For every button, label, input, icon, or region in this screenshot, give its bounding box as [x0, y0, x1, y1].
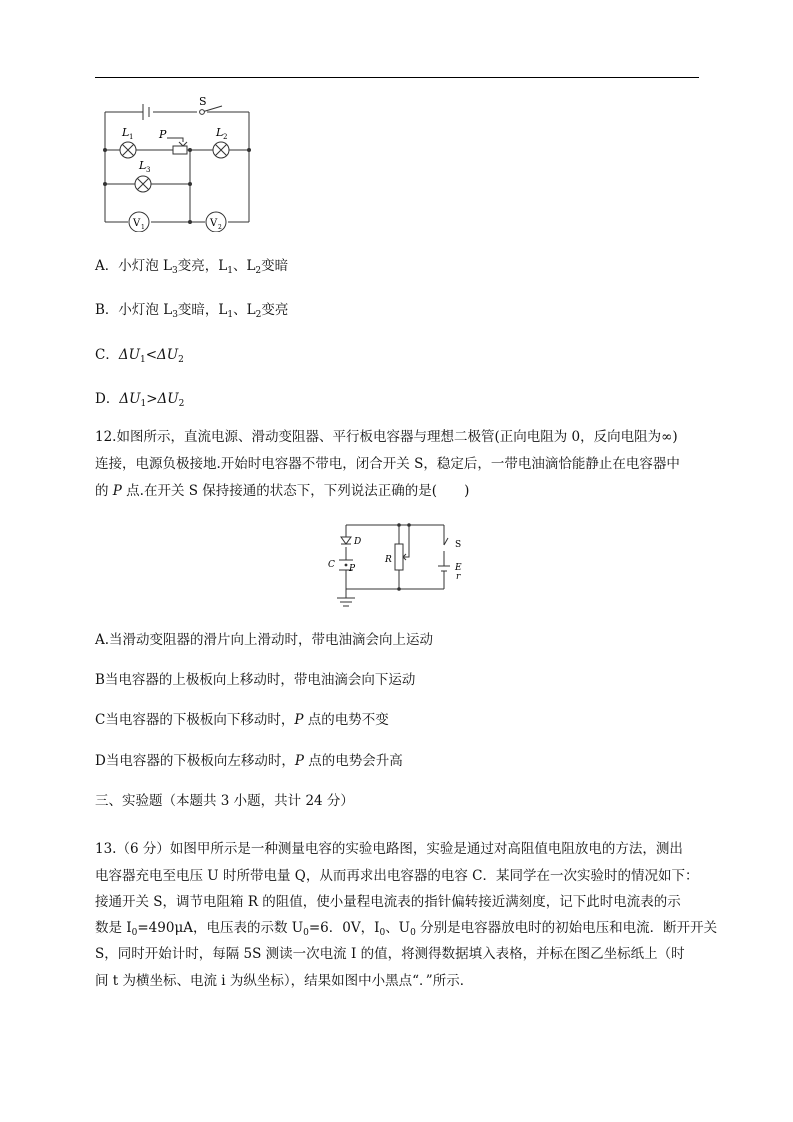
- q13-l4-c: =6．0V，I: [308, 920, 380, 936]
- q11-option-a: [95, 257, 288, 275]
- q12-line-3-p: P: [112, 483, 122, 499]
- opt-a-sub2: 1: [227, 266, 233, 276]
- label-p2: P: [349, 564, 356, 574]
- opt-b-suffix: 变亮: [261, 302, 289, 318]
- header-rule: [95, 77, 699, 78]
- opt-a-suffix: 变暗: [261, 258, 289, 274]
- q13-line-4: [95, 919, 717, 937]
- q13-l4-s4: 0: [410, 928, 416, 938]
- label-r: R: [385, 555, 392, 565]
- label-s: S: [199, 95, 207, 108]
- opt-a-mid2: 、L: [232, 258, 256, 274]
- opt-d-d1: ΔU: [119, 391, 141, 407]
- q12-opt-c-post: 点的电势不变: [303, 712, 389, 728]
- opt-d-s2: 2: [178, 399, 185, 409]
- q12-opt-d-p: P: [294, 753, 304, 769]
- resistor-r-icon: [395, 544, 403, 570]
- label-l2-sub: 2: [223, 133, 228, 141]
- opt-b-prefix: B．小灯泡 L: [95, 302, 173, 318]
- q13-line-3: 接通开关 S，调节电阻箱 R 的阻值，使小量程电流表的指针偏转接近满刻度，记下此时电流表的示: [95, 894, 681, 910]
- q13-line-1: 13.（6 分）如图甲所示是一种测量电容的实验电路图，实验是通过对高阻值电阻放电的方法，测出: [95, 841, 683, 857]
- q12-opt-d-post: 点的电势会升高: [303, 753, 403, 769]
- opt-b-sub2: 1: [227, 310, 234, 320]
- opt-d-s1: 1: [140, 399, 147, 409]
- opt-b-sub1: 3: [172, 310, 178, 320]
- q13-l4-d: 、U: [385, 920, 411, 936]
- q12-option-d: [95, 752, 403, 770]
- q12-line-3-pre: 的: [95, 483, 113, 499]
- opt-c-s2: 2: [178, 355, 184, 365]
- switch-contact-icon: [200, 110, 205, 115]
- q13-l4-b: =490μA，电压表的示数 U: [137, 920, 304, 936]
- rheostat-icon: [173, 146, 187, 154]
- opt-c-s1: 1: [139, 355, 146, 365]
- section-3-title: 三、实验题（本题共 3 小题，共计 24 分）: [95, 793, 354, 809]
- q13-l4-s1: 0: [131, 928, 138, 938]
- opt-c-d1: ΔU: [118, 347, 140, 363]
- q13-l4-s3: 0: [379, 928, 386, 938]
- circuit-diagram-1: [95, 92, 265, 232]
- opt-c-d2: ΔU: [157, 347, 179, 363]
- q11-option-c: [95, 346, 184, 364]
- label-l3: L: [139, 159, 147, 172]
- q12-option-a: A.当滑动变阻器的滑片向上滑动时，带电油滴会向上运动: [95, 632, 434, 648]
- label-r-small: r: [456, 572, 461, 582]
- opt-a-prefix: A．小灯泡 L: [95, 258, 173, 274]
- q12-opt-d-pre: D当电容器的下极板向左移动时，: [95, 753, 295, 769]
- label-p: P: [159, 128, 167, 141]
- q13-line-2: 电容器充电至电压 U 时所带电量 Q，从而再求出电容器的电容 C．某同学在一次实验时的情况如下：: [95, 868, 699, 884]
- q12-option-c: [95, 711, 389, 729]
- q12-line-3-post: 点.在开关 S 保持接通的状态下，下列说法正确的是( ): [121, 483, 470, 499]
- label-v1: V: [133, 218, 141, 229]
- opt-b-mid1: 变暗，L: [177, 302, 228, 318]
- label-d: D: [354, 537, 362, 547]
- q13-line-5: S，同时开始计时，每隔 5S 测读一次电流 I 的值，将测得数据填入表格，并标在图乙坐标纸上（时: [95, 946, 685, 962]
- label-v2: V: [210, 218, 218, 229]
- label-l1: L: [122, 126, 130, 139]
- q11-option-d: [95, 390, 184, 408]
- opt-a-sub3: 2: [255, 266, 262, 276]
- q12-line-3: [95, 482, 469, 500]
- label-e: E: [455, 563, 462, 573]
- label-l1-sub: 1: [129, 133, 134, 141]
- opt-d-d2: ΔU: [157, 391, 179, 407]
- label-s2: S: [455, 540, 462, 550]
- lamp-l1-icon: [120, 142, 136, 158]
- opt-b-sub3: 2: [255, 310, 262, 320]
- label-c: C: [328, 560, 335, 570]
- q13-l4-a: 数是 I: [95, 920, 132, 936]
- q13-l4-s2: 0: [303, 928, 309, 938]
- q11-option-b: [95, 301, 288, 319]
- label-v1-sub: 1: [141, 224, 145, 231]
- opt-d-op: >: [146, 391, 158, 407]
- opt-d-prefix: D．: [95, 391, 120, 407]
- opt-a-mid1: 变亮，L: [177, 258, 228, 274]
- lamp-l2-icon: [213, 142, 229, 158]
- opt-a-sub1: 3: [172, 266, 178, 276]
- q12-line-1: 12.如图所示，直流电源、滑动变阻器、平行板电容器与理想二极管(正向电阻为 0，反向电阻为∞): [95, 429, 678, 445]
- opt-b-mid2: 、L: [233, 302, 256, 318]
- label-l2: L: [216, 126, 224, 139]
- q12-option-b: B当电容器的上极板向上移动时，带电油滴会向下运动: [95, 672, 416, 688]
- q12-opt-c-p: P: [294, 712, 304, 728]
- lamp-l3-icon: [135, 176, 151, 192]
- q12-opt-c-pre: C当电容器的下极板向下移动时，: [95, 712, 295, 728]
- label-l3-sub: 3: [146, 166, 151, 174]
- circuit-diagram-2: [325, 520, 475, 610]
- q12-line-2: 连接，电源负极接地.开始时电容器不带电，闭合开关 S，稳定后，一带电油滴恰能静止在电容器中: [95, 456, 680, 472]
- opt-c-op: <: [145, 347, 158, 363]
- q13-line-6: 间 t 为横坐标、电流 i 为纵坐标），结果如图中小黑点“．”所示．: [95, 973, 474, 989]
- opt-c-prefix: C．: [95, 347, 119, 363]
- label-v2-sub: 2: [218, 224, 222, 231]
- q13-l4-e: 分别是电容器放电时的初始电压和电流．断开开关: [415, 920, 718, 936]
- junction-dots: [103, 148, 251, 224]
